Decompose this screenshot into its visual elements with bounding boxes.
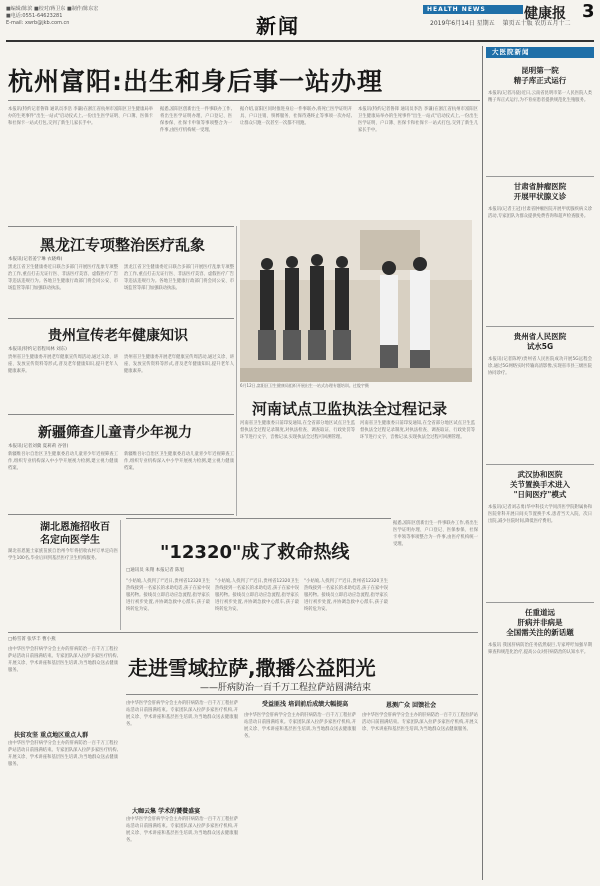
column-rule	[236, 226, 237, 516]
sidebar-item-title	[486, 608, 594, 638]
photo-illustration	[240, 220, 472, 382]
main-story-col3: 据介绍,富阳区同时推进身后一件事联办,将死亡医学证明开具、户口注销、殡葬服务、社保待遇终止等事项一次办结,让群众只跑一次甚至一次都不用跑。	[240, 107, 352, 126]
sidebar-divider	[486, 326, 594, 327]
lower-body: 由中华医学会肝病学分会主办的肝病防治一百千万工程拉萨站活动日前圆满结束。专家团队深入拉萨多家医疗机构,开展义诊、学术讲座和基层医生培训,为当地群众送去健康服务。	[244, 713, 356, 739]
story-headline-12320: "12320"成了救命热线	[160, 542, 350, 563]
lower-subhead: 恩测广众 回馈社会	[386, 702, 437, 709]
sidebar-item-title	[486, 182, 594, 202]
story-body: 贵州省卫生健康委开展老年健康宣传周活动,通过义诊、讲座、发放宣传资料等形式,普及老年健康知识,提升老年人健康素养。	[8, 355, 118, 374]
title-line: 甘肃省肿瘤医院	[513, 182, 567, 191]
lower-body: 由中华医学会肝病学分会主办的肝病防治一百千万工程拉萨站活动日前圆满结束。专家团队深入拉萨多家医疗机构,开展义诊、学术讲座和基层医生培训,为当地群众送去健康服务。	[126, 701, 238, 727]
date-text: 2019年6月14日 星期五	[430, 20, 495, 27]
sidebar-item-body: 本报讯(记者刘志勇)华中科技大学同济医学院附属协和医院骨科开展日间关节置换手术,患者当天入院、次日出院,减少住院时间,降低医疗费用。	[488, 505, 592, 524]
sidebar-header: 大医院新闻	[486, 47, 594, 58]
sidebar-divider	[486, 602, 594, 603]
date-lunar: 第页五十版 农历五月十二	[502, 20, 571, 27]
story-headline-henan: 河南试点卫监执法全过程记录	[252, 400, 448, 418]
main-story-col2: 据悉,富阳区创新出生一件事联办工作,将出生医学证明办理、户口登记、医保参保、社保卡申领等事项整合为一件事,由医疗机构统一受理。	[160, 107, 232, 133]
title-line: 任重道远	[525, 608, 555, 617]
lower-body: 由中华医学会肝病学分会主办的肝病防治一百千万工程拉萨站活动日前圆满结束。专家团队深入拉萨多家医疗机构,开展义诊、学术讲座和基层医生培训,为当地群众送去健康服务。	[8, 741, 118, 767]
brand-logo: 健康报	[524, 6, 566, 22]
lower-body: 由中华医学会肝病学分会主办的肝病防治一百千万工程拉萨站活动日前圆满结束。专家团队深入拉萨多家医疗机构,开展义诊、学术讲座和基层医生培训,为当地群众送去健康服务。	[8, 647, 118, 673]
lower-byline: □杨雪菁 张华丰 曹小燕	[8, 637, 56, 642]
news-photo	[240, 220, 472, 382]
story-body: 新疆维吾尔自治区卫生健康委启动儿童青少年近视筛查工作,组织专业机构深入中小学开展视力检测,建立视力健康档案。	[124, 452, 234, 471]
story-byline: 本报讯(记者姜宁琳 衣晓峰)	[8, 257, 63, 262]
story-headline-heilongjiang: 黑龙江专项整治医疗乱象	[40, 236, 206, 254]
sidebar-rule	[482, 46, 483, 880]
story-body: 新疆维吾尔自治区卫生健康委启动儿童青少年近视筛查工作,组织专业机构深入中小学开展视力检测,建立视力健康档案。	[8, 452, 118, 471]
story-headline-enshi: 湖北恩施招收百名定向医学生	[40, 522, 110, 546]
main-story-col1: 本报讯(特约记者鲁锋 通讯员李浩 李谦)在浙江省杭州市富阳区卫生健康局举办的生死事件"出生一站式"启动仪式上,一份出生医学证明、户口簿、医保卡和社保卡一站式打包,交到了新生儿家长手中。	[8, 107, 153, 126]
story-body: 据悉,富阳区创新出生一件事联办工作,将出生医学证明办理、户口登记、医保参保、社保卡申领等事项整合为一件事,由医疗机构统一受理。	[393, 521, 478, 547]
lower-headline: 走进雪域拉萨,撒播公益阳光	[128, 656, 376, 680]
main-headline: 杭州富阳:出生和身后事一站办理	[8, 67, 383, 96]
title-line: 贵州省人民医院	[513, 332, 567, 341]
story-headline-guizhou: 贵州宣传老年健康知识	[48, 328, 188, 344]
divider	[8, 226, 234, 227]
story-byline: □通讯员 朱翔 本报记者 陈旭	[126, 568, 185, 573]
story-body: "小姑娘,人找到了!"近日,贵州省12320卫生热线接到一名家长的求助电话,孩子在家中误服药物。接线员立即启动应急流程,指导家长进行初步处置,并协调急救中心派车,孩子最终转危为安。	[215, 579, 299, 612]
lower-subhead: 扶贫攻坚 重点地区重点人群	[14, 732, 89, 739]
contact-email: E-mail: xwrb@jkb.com.cn	[6, 20, 70, 26]
divider	[8, 514, 234, 515]
title-line: 武汉协和医院	[517, 470, 563, 479]
lower-body: 由中华医学会肝病学分会主办的肝病防治一百千万工程拉萨站活动日前圆满结束。专家团队深入拉萨多家医疗机构,开展义诊、学术讲座和基层医生培训,为当地群众送去健康服务。	[362, 713, 478, 732]
divider	[8, 632, 478, 633]
title-line: 开展甲状腺义诊	[513, 192, 567, 201]
contact-phone: ■电话:0551-64623281	[6, 13, 63, 19]
story-body: 贵州省卫生健康委开展老年健康宣传周活动,通过义诊、讲座、发放宣传资料等形式,普及老年健康知识,提升老年人健康素养。	[124, 355, 234, 374]
story-body: 河南省卫生健康委日前印发通知,在全省部分地区试点卫生监督执法全过程记录制度,对执法检查、调查取证、行政处罚等环节进行文字、音像记录,实现执法全过程可回溯管理。	[360, 421, 475, 440]
sidebar-item-body: 本报讯(记者王冠)甘肃省肿瘤医院开展甲状腺疾病义诊活动,专家团队为群众提供免费咨询和超声检查服务。	[488, 207, 592, 219]
story-headline-xinjiang: 新疆筛查儿童青少年视力	[38, 425, 192, 441]
lower-subheadline: ——肝病防治一百千万工程拉萨站圆满结束	[200, 683, 372, 693]
title-line: 关节置换手术进入	[510, 480, 570, 489]
photo-caption: 6月12日,富阳区卫生健康局组织开展出生一站式办理专题培训。过俊宇摄	[240, 383, 369, 388]
story-body: 湖北省恩施土家族苗族自治州今年将招收农村订单定向医学生100名,毕业后回到基层医疗卫生机构服务。	[8, 549, 118, 561]
divider	[8, 414, 234, 415]
title-line: 肝病并非病是	[517, 618, 563, 627]
story-body: 河南省卫生健康委日前印发通知,在全省部分地区试点卫生监督执法全过程记录制度,对执法检查、调查取证、行政处罚等环节进行文字、音像记录,实现执法全过程可回溯管理。	[240, 421, 355, 440]
masthead-rule	[6, 40, 594, 42]
divider	[8, 318, 234, 319]
contact-editors: ■编辑/陈滨 ■校对/蒋卫东 ■制作/陈东宏	[6, 6, 99, 12]
health-news-tag: HEALTH NEWS	[423, 5, 523, 14]
sidebar-item-body: 本报讯(记者冯骁)近日,云南省昆明市第一人民医院人类精子库正式运行,为不育症患者提供规范化生殖服务。	[488, 91, 592, 103]
title-line: "日间医疗"模式	[513, 490, 567, 499]
title-line: 全国需关注的新话题	[506, 628, 574, 637]
story-body: "小姑娘,人找到了!"近日,贵州省12320卫生热线接到一名家长的求助电话,孩子在家中误服药物。接线员立即启动应急流程,指导家长进行初步处置,并协调急救中心派车,孩子最终转危为安。	[126, 579, 210, 612]
section-title: 新闻	[256, 14, 300, 38]
page-number: 3	[582, 1, 595, 22]
story-byline: 本报讯(记者刘冀 夏莉莉 谷曾)	[8, 444, 69, 449]
title-line: 精子库正式运行	[513, 76, 567, 85]
sidebar-divider	[486, 176, 594, 177]
main-story-col4: 本报讯(特约记者鲁锋 通讯员李浩 李谦)在浙江省杭州市富阳区卫生健康局举办的生死事件"出生一站式"启动仪式上,一份出生医学证明、户口簿、医保卡和社保卡一站式打包,交到了新生儿家长手中。	[358, 107, 478, 133]
sidebar-item-body: 本报讯 我国肝病防治任务依然艰巨,专家呼吁加强早期筛查和规范化治疗,提高公众对肝病防治的认知水平。	[488, 643, 592, 655]
lower-subhead: 受益匪浅 培训前后成绩大幅提高	[262, 701, 349, 708]
divider	[126, 694, 478, 695]
lower-subhead: 大咖云集 学术的饕餮盛宴	[132, 808, 201, 815]
column-rule	[120, 520, 121, 630]
sidebar-item-title	[486, 66, 594, 86]
lower-body: 由中华医学会肝病学分会主办的肝病防治一百千万工程拉萨站活动日前圆满结束。专家团队深入拉萨多家医疗机构,开展义诊、学术讲座和基层医生培训,为当地群众送去健康服务。	[126, 817, 238, 843]
masthead	[0, 0, 600, 46]
story-body: "小姑娘,人找到了!"近日,贵州省12320卫生热线接到一名家长的求助电话,孩子在家中误服药物。接线员立即启动应急流程,指导家长进行初步处置,并协调急救中心派车,孩子最终转危为安。	[304, 579, 388, 612]
sidebar-item-title	[486, 470, 594, 500]
title-line: 试水5G	[526, 342, 554, 351]
divider	[126, 518, 391, 519]
title-line: 昆明第一院	[521, 66, 559, 75]
story-byline: 本报讯(特约记者程凤林 刘东)	[8, 347, 67, 352]
divider	[8, 100, 480, 101]
sidebar-item-body: 本报讯(记者陈婷)贵州省人民医院成功开展5G远程会诊,通过5G网络实时传输高清影像,实现省市县三级医院协同诊疗。	[488, 357, 592, 376]
sidebar-divider	[486, 464, 594, 465]
issue-date	[430, 18, 570, 27]
story-body: 黑龙江省卫生健康委近日联合多部门开展医疗乱象专项整治工作,重点打击无证行医、非法医疗美容、虚假医疗广告等违法违规行为。各地卫生健康行政部门将会同公安、市场监管等部门加强联动执法。	[124, 265, 234, 291]
story-body: 黑龙江省卫生健康委近日联合多部门开展医疗乱象专项整治工作,重点打击无证行医、非法医疗美容、虚假医疗广告等违法违规行为。各地卫生健康行政部门将会同公安、市场监管等部门加强联动执法。	[8, 265, 118, 291]
sidebar-item-title	[486, 332, 594, 352]
masthead-contact	[6, 6, 156, 27]
